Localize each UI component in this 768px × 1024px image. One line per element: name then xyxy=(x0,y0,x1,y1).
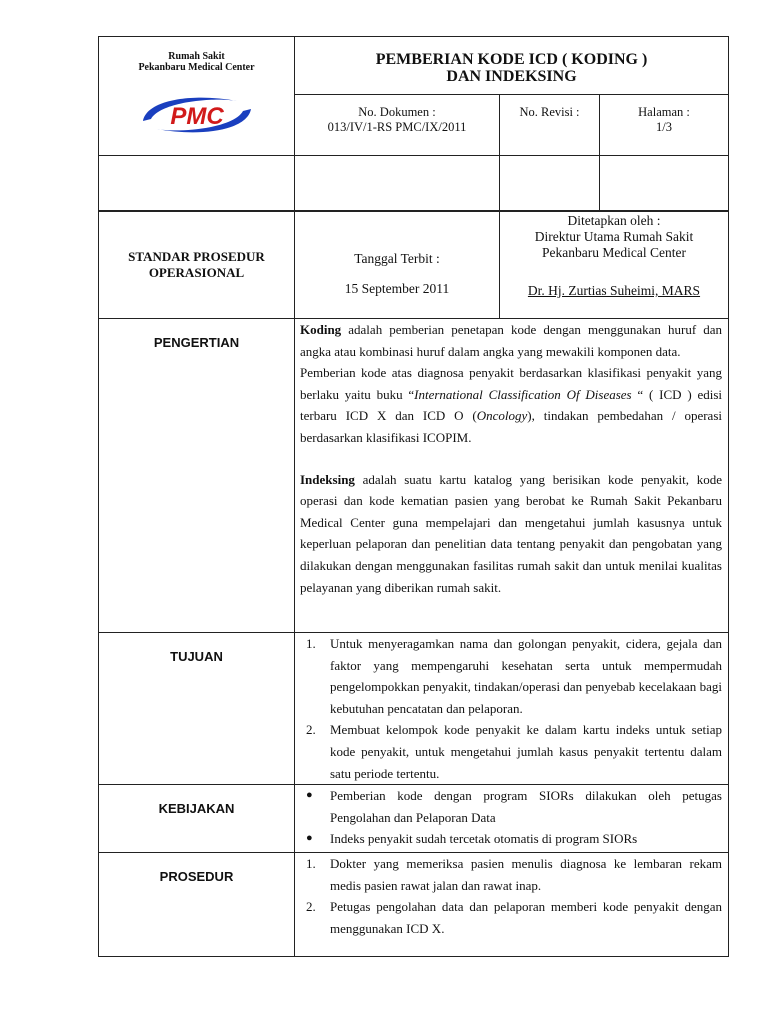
list-item-text: Pemberian kode dengan program SIORs dilakukan oleh petugas Pengolahan dan Pelaporan Data xyxy=(330,788,722,825)
revision-label: No. Revisi : xyxy=(519,105,580,119)
revision-cell xyxy=(500,95,600,156)
oncology-term: Oncology xyxy=(476,408,528,424)
list-number: 1. xyxy=(306,636,316,651)
pengertian-content xyxy=(295,319,729,633)
prosedur-label: PROSEDUR xyxy=(99,853,295,957)
indeksing-definition: adalah suatu kartu katalog yang berisikan kode penyakit, kode operasi dan kode kematian pasien yang berobat ke Rumah Sakit Pekanbaru Medical Center guna mempelajari dan mengetahui jumlah kasusnya untuk keperluan pelaporan dan penelitian data tentang penyakit dan pengobatan yang dilakukan dengan menggunakan fasilitas rumah sakit dan untuk menilai kualitas pelayanan yang diberikan rumah sakit. xyxy=(300,471,722,595)
icd-text-a: Pemberian kode atas diagnosa penyakit berdasarkan klasifikasi penyakit yang berlaku yaitu buku “ xyxy=(300,365,722,402)
document-number-label: No. Dokumen : xyxy=(358,105,436,119)
list-item-text: Dokter yang memeriksa pasien menulis diagnosa ke lembaran rekam medis pasien rawat jalan dan rawat inap. xyxy=(330,856,722,893)
list-item xyxy=(300,719,722,784)
approval-line2: Pekanbaru Medical Center xyxy=(542,245,686,260)
document-header-table xyxy=(98,36,729,212)
page-number-value: 1/3 xyxy=(656,120,672,134)
empty-cell xyxy=(295,156,500,212)
pengertian-label: PENGERTIAN xyxy=(99,319,295,633)
bullet-icon: ● xyxy=(306,832,313,845)
sop-type-line1: STANDAR PROSEDUR xyxy=(128,248,265,264)
document-title-line2: DAN INDEKSING xyxy=(446,68,577,85)
hospital-name-line1: Rumah Sakit xyxy=(168,51,225,62)
sop-type-line2: OPERASIONAL xyxy=(148,264,245,280)
page-number-cell xyxy=(600,95,729,156)
pmc-logo xyxy=(137,93,257,137)
list-item-text: Indeks penyakit sudah tercetak otomatis di program SIORs xyxy=(330,831,638,847)
issue-date-label: Tanggal Terbit : xyxy=(354,251,440,266)
page-number-label: Halaman : xyxy=(638,105,690,119)
tujuan-content xyxy=(295,633,729,785)
list-item-text: Untuk menyeragamkan nama dan golongan penyakit, cidera, gejala dan faktor yang mempengaruhi kesehatan serta untuk mempermudah pengelompokkan penyakit, tindakan/operasi dan penyebab kecelakaan bagi kebutuhan pencatatan dan pelaporan. xyxy=(330,636,722,716)
document-title-line1: PEMBERIAN KODE ICD ( KODING ) xyxy=(375,51,648,68)
approver-name: Dr. Hj. Zurtias Suheimi, MARS xyxy=(527,283,701,298)
tujuan-label: TUJUAN xyxy=(99,633,295,785)
indeksing-paragraph xyxy=(300,469,722,599)
list-item xyxy=(300,853,722,896)
list-item xyxy=(300,828,722,850)
empty-cell xyxy=(99,156,295,212)
list-item-text: Membuat kelompok kode penyakit ke dalam kartu indeks untuk setiap kode penyakit, untuk mengetahui jumlah kasus penyakit tertentu dalam satu periode tertentu. xyxy=(330,722,722,781)
empty-cell xyxy=(500,156,600,212)
koding-paragraph xyxy=(300,319,722,362)
list-item xyxy=(300,785,722,828)
hospital-name-line2: Pekanbaru Medical Center xyxy=(138,62,255,73)
list-number: 2. xyxy=(306,722,316,738)
document-number-value: 013/IV/1-RS PMC/IX/2011 xyxy=(327,120,467,134)
kebijakan-content xyxy=(295,785,729,853)
icd-text-b: “ ( ICD ) edisi terbaru ICD X dan ICD O ( xyxy=(300,386,722,424)
list-number: 1. xyxy=(306,856,316,872)
icd-text-c: ), tindakan pembedahan / operasi berdasarkan klasifikasi ICOPIM. xyxy=(300,408,723,445)
list-item xyxy=(300,896,722,939)
bullet-icon: ● xyxy=(306,789,313,802)
koding-definition: adalah pemberian penetapan kode dengan menggunakan huruf dan angka atau kombinasi huruf dalam angka yang mewakili komponen data. xyxy=(300,322,722,359)
approval-line1: Direktur Utama Rumah Sakit xyxy=(534,229,694,244)
logo-text: PMC xyxy=(169,103,224,130)
issue-date-value: 15 September 2011 xyxy=(344,281,450,296)
indeksing-term: Indeksing xyxy=(300,471,355,487)
empty-cell xyxy=(600,156,729,212)
icd-paragraph xyxy=(300,362,722,448)
sop-type-cell xyxy=(99,211,295,319)
list-item-text: Petugas pengolahan data dan pelaporan memberi kode penyakit dengan menggunakan ICD X. xyxy=(330,899,722,936)
list-item xyxy=(300,633,722,719)
koding-term: Koding xyxy=(300,322,342,337)
prosedur-content xyxy=(295,853,729,957)
approval-label: Ditetapkan oleh : xyxy=(567,213,661,228)
approval-cell xyxy=(500,211,729,319)
sop-table xyxy=(98,210,729,957)
issue-date-cell xyxy=(295,211,500,319)
kebijakan-label: KEBIJAKAN xyxy=(99,785,295,853)
document-title-cell xyxy=(295,37,729,95)
list-number: 2. xyxy=(306,899,316,915)
icd-book-title: International Classification Of Diseases xyxy=(414,386,632,402)
hospital-identity-cell xyxy=(99,37,295,156)
document-number-cell xyxy=(295,95,500,156)
